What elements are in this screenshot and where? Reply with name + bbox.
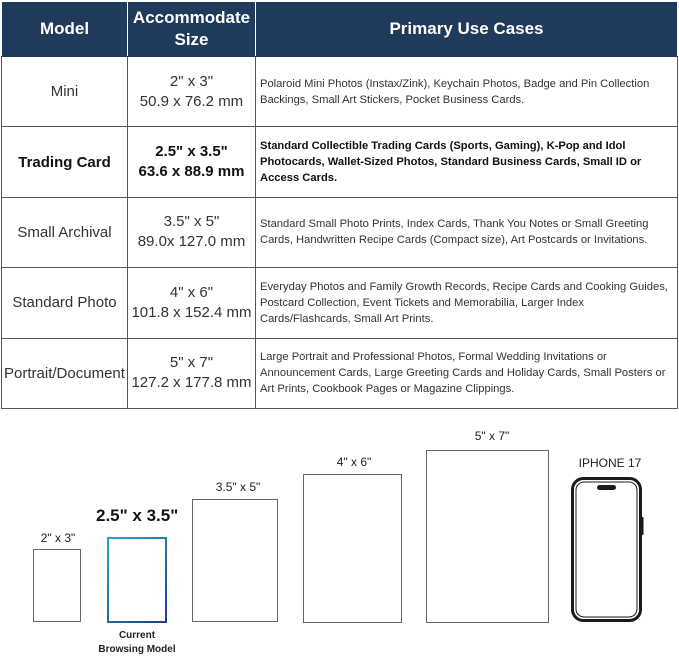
size-cell <box>128 268 256 338</box>
size-mm: 127.2 x 177.8 mm <box>131 374 252 392</box>
current-line2: Browsing Model <box>98 644 176 655</box>
table-row-standard-photo <box>2 268 678 338</box>
model-cell: Mini <box>2 57 128 127</box>
header-accommodate-size <box>128 2 256 57</box>
use-cases-cell: Large Portrait and Professional Photos, Formal Wedding Invitations or Announcement Cards, Large Greeting Cards and Holiday Cards, Small Posters or Art Prints, Cookbook Pages or Magazine Clippings. <box>256 338 678 408</box>
card-4x6 <box>303 474 402 623</box>
label-5x7: 5" x 7" <box>474 429 510 443</box>
size-mm: 89.0x 127.0 mm <box>137 233 246 251</box>
label-25x35: 2.5" x 3.5" <box>96 506 179 525</box>
table-row-trading-card <box>2 127 678 197</box>
iphone-icon <box>571 477 645 625</box>
size-comparison-table <box>1 1 678 409</box>
size-cell <box>128 127 256 197</box>
size-cell <box>128 338 256 408</box>
size-inches: 4" x 6" <box>169 283 214 301</box>
size-mm: 101.8 x 152.4 mm <box>131 303 252 321</box>
header-accommodate-line1: Accommodate <box>132 8 251 27</box>
model-cell: Standard Photo <box>2 268 128 338</box>
table-row-small-archival <box>2 197 678 267</box>
current-line1: Current <box>118 630 156 641</box>
size-mm: 63.6 x 88.9 mm <box>138 163 245 181</box>
card-35x5 <box>192 499 278 622</box>
label-4x6: 4" x 6" <box>336 455 372 469</box>
model-cell: Portrait/Document <box>2 338 128 408</box>
label-35x5: 3.5" x 5" <box>215 480 261 494</box>
label-2x3: 2" x 3" <box>40 531 76 545</box>
use-cases-cell: Everyday Photos and Family Growth Records, Recipe Cards and Cooking Guides, Postcard Collection, Event Tickets and Memorabilia, Larger Index Cards/Flashcards, Small Art Prints. <box>256 268 678 338</box>
table-row-portrait-document <box>2 338 678 408</box>
size-inches: 5" x 7" <box>169 354 214 372</box>
header-use-cases: Primary Use Cases <box>256 2 678 57</box>
card-2x3 <box>33 549 81 622</box>
use-cases-cell: Polaroid Mini Photos (Instax/Zink), Keychain Photos, Badge and Pin Collection Backings, Small Art Stickers, Pocket Business Cards. <box>256 57 678 127</box>
card-25x35-current <box>107 537 167 623</box>
size-inches: 3.5" x 5" <box>163 213 220 231</box>
header-accommodate-line2: Size <box>174 30 209 49</box>
size-inches: 2.5" x 3.5" <box>155 143 228 161</box>
current-browsing-model-label <box>92 629 182 657</box>
card-5x7 <box>426 450 549 623</box>
use-cases-cell: Standard Collectible Trading Cards (Sports, Gaming), K-Pop and Idol Photocards, Wallet-Sized Photos, Standard Business Cards, Small ID or Access Cards. <box>256 127 678 197</box>
use-cases-cell: Standard Small Photo Prints, Index Cards, Thank You Notes or Small Greeting Cards, Handwritten Recipe Cards (Compact size), Art Postcards or Invitations. <box>256 197 678 267</box>
size-cell <box>128 197 256 267</box>
size-inches: 2" x 3" <box>169 72 214 90</box>
size-cell <box>128 57 256 127</box>
table-row-mini <box>2 57 678 127</box>
size-mm: 50.9 x 76.2 mm <box>139 92 244 110</box>
label-iphone: IPHONE 17 <box>578 456 642 470</box>
model-cell: Trading Card <box>2 127 128 197</box>
model-cell: Small Archival <box>2 197 128 267</box>
header-model: Model <box>2 2 128 57</box>
